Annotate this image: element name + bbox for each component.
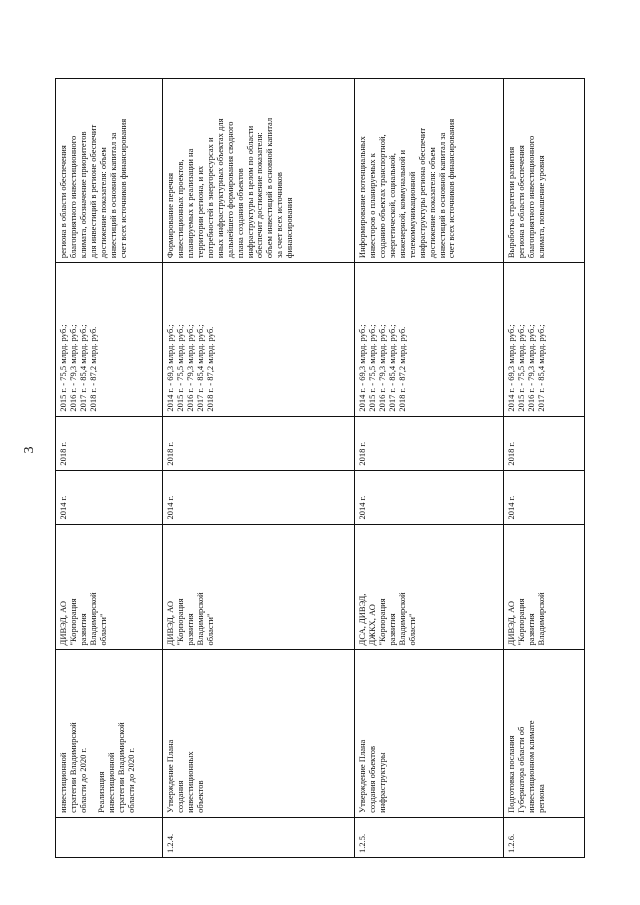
row-number-cell: 1.2.4. xyxy=(163,817,355,857)
table-row xyxy=(504,79,585,858)
year-end-cell: 2018 г. xyxy=(56,416,163,470)
row-number-cell: 1.2.6. xyxy=(504,817,585,857)
measure-name-cell: Утверждение Плана создания объектов инфраструктуры xyxy=(355,650,504,817)
measure-name-text: инвестиционной стратегии Владимирской области до 2020 г. xyxy=(58,722,88,813)
measure-name-cell: Подготовка послания Губернатора области об инвестиционном климате региона xyxy=(504,650,585,817)
result-cell: Формирование перечня инвестиционных проектов, планируемых к реализации на территории региона, и их потребностей в энергоресурсах и иных инфраструктурных объектах для дальнейшего формирования сводного плана создания объектов инфраструктуры в целом по области обеспечит достижение показателя: объем инвестиций в основной капитал за счет всех источников финансирования xyxy=(163,79,355,263)
measure-name-text: Реализация инвестиционной стратегии Владимирской области до 2020 г. xyxy=(95,722,136,813)
table-row xyxy=(56,79,163,858)
year-end-cell: 2018 г. xyxy=(355,416,504,470)
page-number: 3 xyxy=(22,446,37,454)
executor-cell: ДИВЭД, АО "Корпорация развития Владимирской xyxy=(504,524,585,650)
funding-cell: 2015 г. - 75,5 млрд. руб.; 2016 г. - 79,3 млрд. руб.; 2017 г. - 85,4 млрд. руб.; 2018 г. - 87,2 млрд. руб. xyxy=(56,263,163,417)
year-start-cell: 2014 г. xyxy=(56,470,163,524)
result-cell: Информирование потенциальных инвесторов о планируемых к созданию объектах транспортной, энергетической, социальной, инженерной, коммунальной и телекоммуникационной инфраструктуры региона обеспечит достижение показателя: объем инвестиций в основной капитал за счет всех источников финансирования xyxy=(355,79,504,263)
executor-cell: ДСА, ДИВЭД, ДЖКХ, АО "Корпорация развития Владимирской области" xyxy=(355,524,504,650)
result-cell: региона в области обеспечения благоприятного инвестиционного климата, обозначение приоритетов для инвестиций в регионе обеспечит достижение показателя: объем инвестиций в основной капитал за счет всех источников финансирования xyxy=(56,79,163,263)
rotated-table-wrapper xyxy=(55,78,580,858)
row-number-cell xyxy=(56,817,163,857)
measure-name-cell: Утверждение Плана создания инвестиционных объектов xyxy=(163,650,355,817)
funding-cell: 2014 г. - 69,3 млрд. руб.; 2015 г. - 75,5 млрд. руб.; 2016 г. - 79,3 млрд. руб.; 2017 г. - 85,4 млрд. руб.; 2018 г. - 87,2 млрд. руб. xyxy=(355,263,504,417)
result-cell: Выработка стратегии развития региона в области обеспечения благоприятного инвестиционного климата, повышение уровня xyxy=(504,79,585,263)
row-number-cell: 1.2.5. xyxy=(355,817,504,857)
year-end-cell: 2018 г. xyxy=(504,416,585,470)
table-row xyxy=(163,79,355,858)
measure-name-cell xyxy=(56,650,163,817)
year-start-cell: 2014 г. xyxy=(504,470,585,524)
funding-cell: 2014 г. - 69,3 млрд. руб.; 2015 г. - 75,5 млрд. руб.; 2016 г. - 79,3 млрд. руб.; 2017 г. - 85,4 млрд. руб.; 2018 г. - 87,2 млрд. руб. xyxy=(163,263,355,417)
executor-cell: ДИВЭД, АО "Корпорация развития Владимирской области" xyxy=(56,524,163,650)
year-start-cell: 2014 г. xyxy=(163,470,355,524)
funding-cell: 2014 г. - 69,3 млрд. руб.; 2015 г. - 75,5 млрд. руб.; 2016 г. - 79,3 млрд. руб.; 2017 г. - 85,4 млрд. руб.; xyxy=(504,263,585,417)
year-end-cell: 2018 г. xyxy=(163,416,355,470)
measures-table xyxy=(55,78,585,858)
table-row xyxy=(355,79,504,858)
year-start-cell: 2014 г. xyxy=(355,470,504,524)
executor-cell: ДИВЭД, АО "Корпорация развития Владимирской области" xyxy=(163,524,355,650)
